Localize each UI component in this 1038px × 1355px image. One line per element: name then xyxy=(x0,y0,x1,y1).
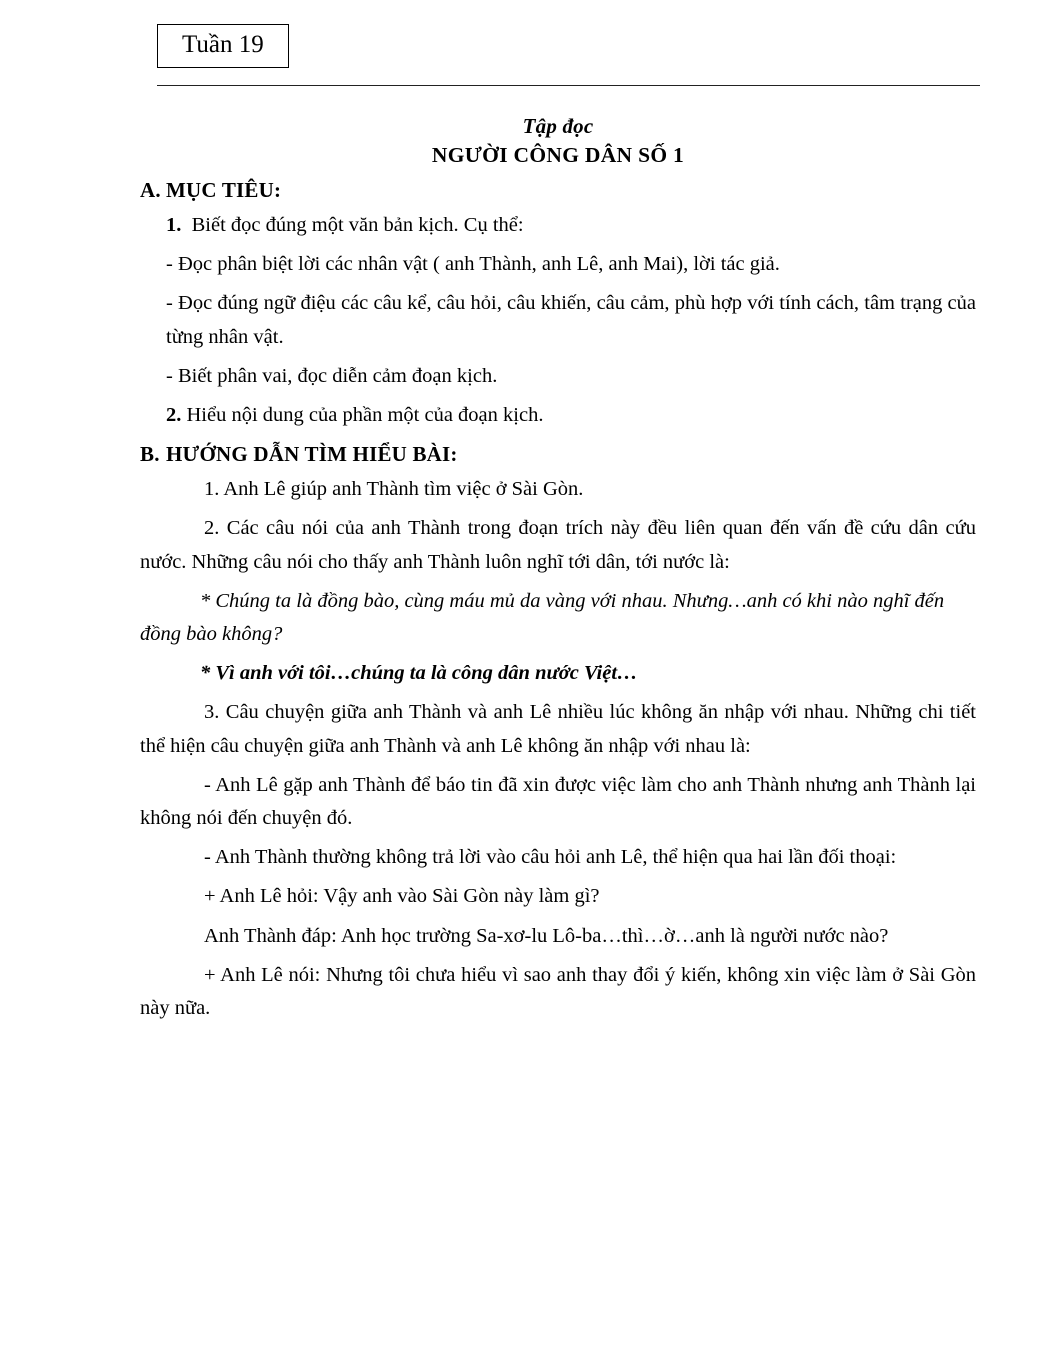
section-b-heading xyxy=(140,442,976,467)
section-a-heading xyxy=(140,178,976,203)
lesson-type: Tập đọc xyxy=(522,114,594,138)
section-b-letter: B. xyxy=(140,442,160,467)
section-a-bullet-3: - Biết phân vai, đọc diễn cảm đoạn kịch. xyxy=(166,364,498,387)
dialogue-1: + Anh Lê hỏi: Vậy anh vào Sài Gòn này làm gì? xyxy=(204,885,600,908)
section-a-item-2 xyxy=(140,399,976,432)
answer-3-detail-2: - Anh Thành thường không trả lời vào câu hỏi anh Lê, thể hiện qua hai lần đối thoại: xyxy=(204,846,897,869)
week-label-box: Tuần 19 xyxy=(157,24,289,68)
section-a-item-1 xyxy=(140,209,976,242)
item-1-number: 1. xyxy=(166,214,182,236)
section-b-title: HƯỚNG DẪN TÌM HIỂU BÀI: xyxy=(166,442,458,467)
section-a-letter: A. xyxy=(140,178,161,202)
section-a-bullet-1: - Đọc phân biệt lời các nhân vật ( anh Thành, anh Lê, anh Mai), lời tác giả. xyxy=(166,253,780,276)
answer-3: 3. Câu chuyện giữa anh Thành và anh Lê nhiều lúc không ăn nhập với nhau. Những chi tiết thể hiện câu chuyện giữa anh Thành và anh Lê không ăn nhập với nhau là: xyxy=(140,701,976,757)
quote-2: * Vì anh với tôi…chúng ta là công dân nước Việt… xyxy=(200,662,638,685)
item-2-number: 2. xyxy=(166,404,182,427)
answer-3-detail-1: - Anh Lê gặp anh Thành để báo tin đã xin được việc làm cho anh Thành nhưng anh Thành lại không nói đến chuyện đó. xyxy=(140,773,976,830)
header-divider xyxy=(157,85,980,86)
section-a-bullet-2: - Đọc đúng ngữ điệu các câu kể, câu hỏi, câu khiến, câu cảm, phù hợp với tính cách, tâm trạng của từng nhân vật. xyxy=(166,292,976,348)
quote-1: * Chúng ta là đồng bào, cùng máu mủ da vàng với nhau. Nhưng…anh có khi nào nghĩ đến đồng bào không? xyxy=(140,589,945,646)
page-header xyxy=(0,0,1038,86)
lesson-title: NGƯỜI CÔNG DÂN SỐ 1 xyxy=(431,143,685,167)
answer-2: 2. Các câu nói của anh Thành trong đoạn trích này đều liên quan đến vấn đề cứu dân cứu nước. Những câu nói cho thấy anh Thành luôn nghĩ tới dân, tới nước là: xyxy=(140,517,976,573)
item-2-text: Hiểu nội dung của phần một của đoạn kịch. xyxy=(186,404,544,427)
answer-1: 1. Anh Lê giúp anh Thành tìm việc ở Sài Gòn. xyxy=(204,478,584,501)
document-body xyxy=(0,96,1038,1031)
dialogue-2: Anh Thành đáp: Anh học trường Sa-xơ-lu Lô-ba…thì…ờ…anh là người nước nào? xyxy=(204,924,889,947)
item-1-text: Biết đọc đúng một văn bản kịch. Cụ thể: xyxy=(191,214,524,236)
dialogue-3: + Anh Lê nói: Nhưng tôi chưa hiểu vì sao anh thay đổi ý kiến, không xin việc làm ở Sài Gòn này nữa. xyxy=(140,963,976,1020)
section-a-title: MỤC TIÊU: xyxy=(166,178,282,202)
